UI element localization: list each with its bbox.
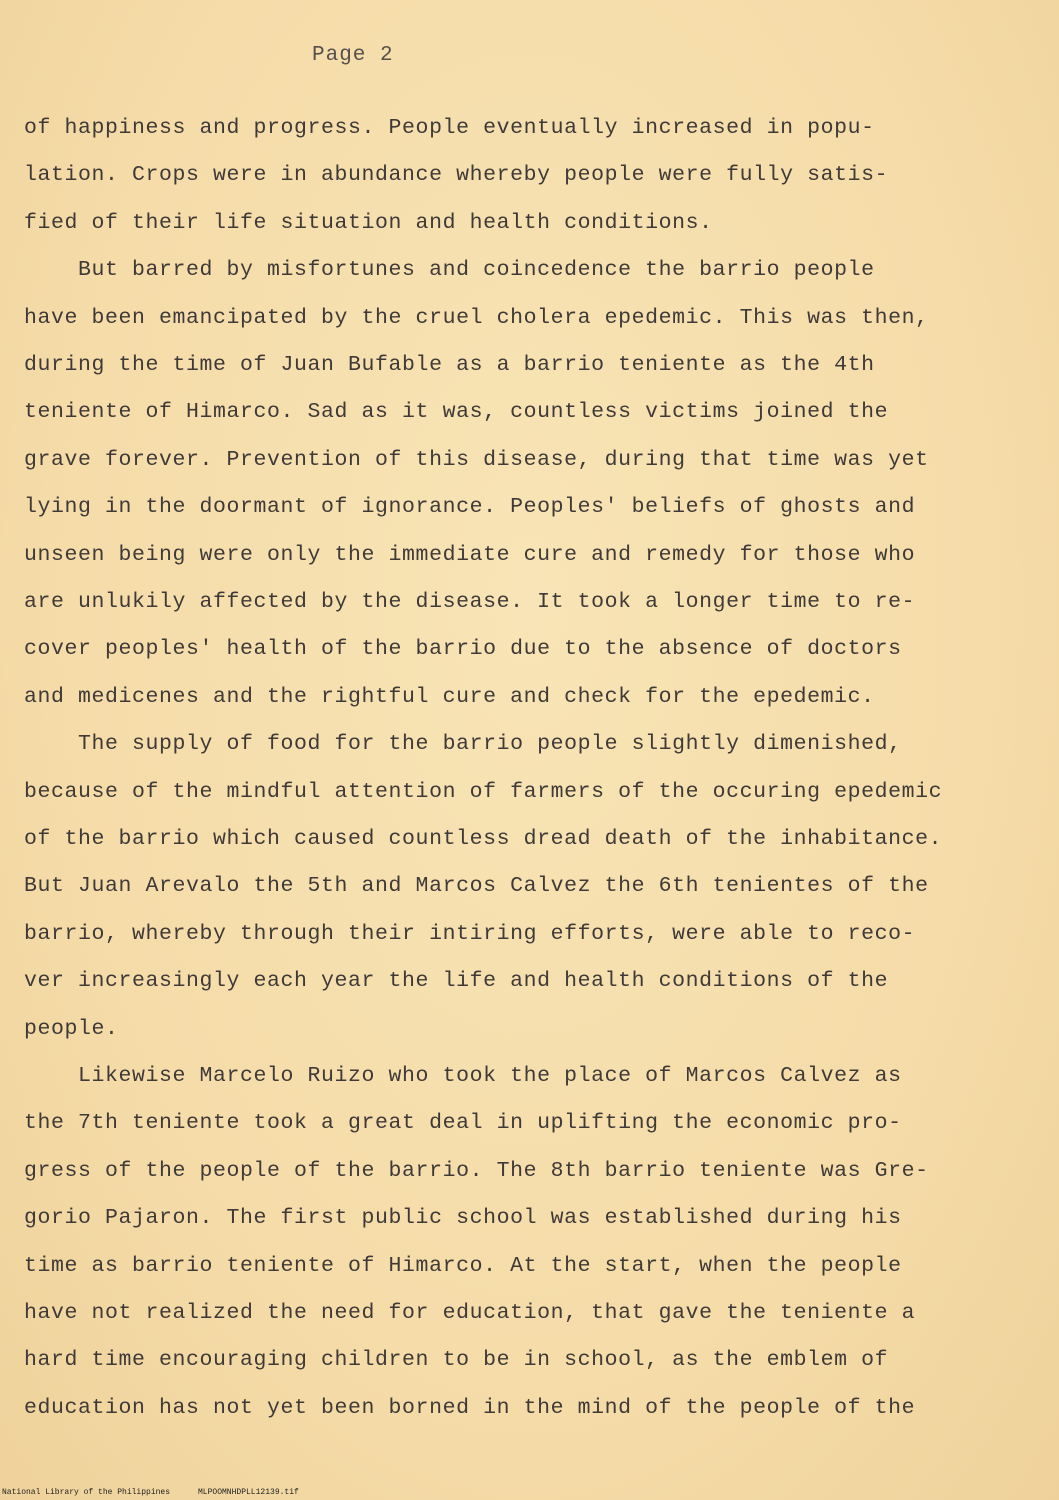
text-line: Likewise Marcelo Ruizo who took the place of Marcos Calvez as	[24, 1064, 902, 1088]
text-line: the 7th teniente took a great deal in uplifting the economic pro-	[24, 1111, 902, 1136]
text-line: lying in the doormant of ignorance. Peoples' beliefs of ghosts and	[24, 495, 916, 520]
page-number: Page 2	[312, 44, 394, 67]
text-line: But Juan Arevalo the 5th and Marcos Calvez the 6th tenientes of the	[24, 874, 929, 899]
text-line: of the barrio which caused countless dread death of the inhabitance.	[24, 827, 943, 851]
text-line: of happiness and progress. People eventually increased in popu-	[24, 116, 875, 140]
text-line: and medicenes and the rightful cure and check for the epedemic.	[24, 684, 875, 709]
text-line: education has not yet been borned in the mind of the people of the	[24, 1395, 916, 1420]
text-line: have not realized the need for education, that gave the teniente a	[24, 1301, 916, 1325]
text-line: barrio, whereby through their intiring efforts, were able to reco-	[24, 921, 916, 946]
text-line: The supply of food for the barrio people slightly dimenished,	[24, 732, 902, 757]
text-line: lation. Crops were in abundance whereby people were fully satis-	[24, 163, 889, 188]
footer-source: National Library of the Philippines	[2, 1488, 171, 1497]
text-line: cover peoples' health of the barrio due to the absence of doctors	[24, 637, 902, 662]
text-line: people.	[24, 1016, 119, 1041]
text-line: fied of their life situation and health conditions.	[24, 210, 713, 235]
text-line: are unlukily affected by the disease. It took a longer time to re-	[24, 590, 916, 614]
text-line: grave forever. Prevention of this disease, during that time was yet	[24, 447, 929, 472]
text-line: time as barrio teniente of Himarco. At the start, when the people	[24, 1253, 902, 1278]
text-line: hard time encouraging children to be in school, as the emblem of	[24, 1348, 889, 1373]
text-line: gress of the people of the barrio. The 8th barrio teniente was Gre-	[24, 1158, 929, 1183]
text-line: gorio Pajaron. The first public school was established during his	[24, 1206, 902, 1231]
text-line: during the time of Juan Bufable as a barrio teniente as the 4th	[24, 353, 875, 377]
text-line: unseen being were only the immediate cure and remedy for those who	[24, 542, 916, 567]
text-line: But barred by misfortunes and coincedence the barrio people	[24, 258, 875, 283]
text-line: ver increasingly each year the life and health conditions of the	[24, 969, 889, 994]
text-line: teniente of Himarco. Sad as it was, countless victims joined the	[24, 400, 889, 425]
text-line: have been emancipated by the cruel cholera epedemic. This was then,	[24, 305, 929, 330]
footer-file: MLPOOMNHDPLL12139.tif	[198, 1488, 299, 1497]
text-line: because of the mindful attention of farmers of the occuring epedemic	[24, 779, 943, 804]
